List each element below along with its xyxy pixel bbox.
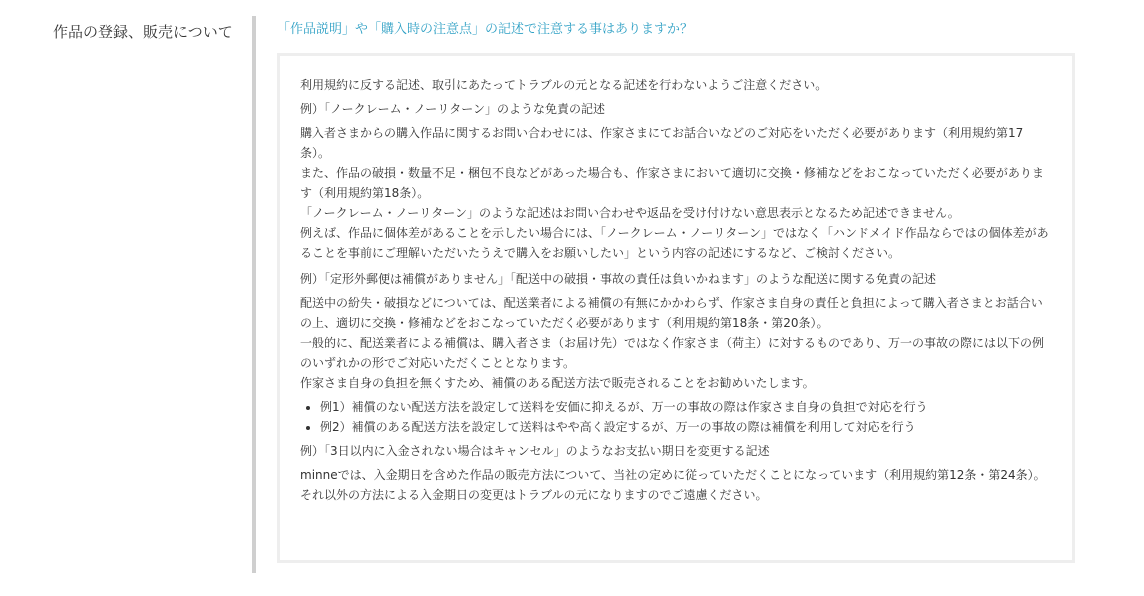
answer-paragraph: 購入者さまからの購入作品に関するお問い合わせには、作家さまにてお話合いなどのご対応をいただく必要があります（利用規約第17条）。	[300, 126, 1024, 160]
example-body-shipping	[300, 293, 1052, 393]
answer-paragraph: また、作品の破損・数量不足・梱包不良などがあった場合も、作家さまにおいて適切に交換・修補などをおこなっていただく必要があります（利用規約第18条）。	[300, 166, 1044, 200]
example-body-disclaimer	[300, 123, 1052, 263]
answer-paragraph: それ以外の方法による入金期日の変更はトラブルの元になりますのでご遠慮ください。	[300, 488, 768, 502]
list-item: • 例2）補償のある配送方法を設定して送料はやや高く設定するが、万一の事故の際は補償を利用して対応を行う	[320, 417, 1052, 437]
faq-answer-box	[277, 53, 1075, 563]
example-heading-disclaimer: 例）「ノークレーム・ノーリターン」のような免責の記述	[300, 102, 606, 116]
faq-category-label: 作品の登録、販売について	[53, 23, 233, 41]
vertical-divider	[252, 16, 256, 573]
faq-question-link[interactable]: 「作品説明」や「購入時の注意点」の記述で注意する事はありますか？	[277, 22, 694, 37]
example-heading-shipping: 例）「定形外郵便は補償がありません」「配送中の破損・事故の責任は負いかねます」のような配送に関する免責の記述	[300, 272, 937, 286]
shipping-options-list	[300, 397, 1052, 437]
answer-paragraph: 一般的に、配送業者による補償は、購入者さま（お届け先）ではなく作家さま（荷主）に対するものであり、万一の事故の際には以下の例のいずれかの形でご対応いただくこととなります。	[300, 336, 1045, 370]
answer-paragraph: 例えば、作品に個体差があることを示したい場合には、「ノークレーム・ノーリターン」ではなく「ハンドメイド作品ならではの個体差があることを事前にご理解いただいたうえで購入をお願いしたい」という内容の記述にするなど、ご検討ください。	[300, 226, 1049, 260]
answer-paragraph: 作家さま自身の負担を無くすため、補償のある配送方法で販売されることをお勧めいたします。	[300, 376, 815, 390]
answer-paragraph: 「ノークレーム・ノーリターン」のような記述はお問い合わせや返品を受け付けない意思表示となるため記述できません。	[300, 206, 960, 220]
answer-paragraph: minneでは、入金期日を含めた作品の販売方法について、当社の定めに従っていただくことになっています（利用規約第12条・第24条）。	[300, 468, 1046, 482]
example-heading-payment: 例）「3日以内に入金されない場合はキャンセル」のようなお支払い期日を変更する記述	[300, 444, 770, 458]
example-body-payment	[300, 465, 1052, 505]
answer-paragraph: 配送中の紛失・破損などについては、配送業者による補償の有無にかかわらず、作家さま自身の責任と負担によって購入者さまとお話合いの上、適切に交換・修補などをおこなっていただく必要があります（利用規約第18条・第20条）。	[300, 296, 1043, 330]
list-item: • 例1）補償のない配送方法を設定して送料を安価に抑えるが、万一の事故の際は作家さま自身の負担で対応を行う	[320, 397, 1052, 417]
answer-intro: 利用規約に反する記述、取引にあたってトラブルの元となる記述を行わないようご注意ください。	[300, 78, 828, 92]
